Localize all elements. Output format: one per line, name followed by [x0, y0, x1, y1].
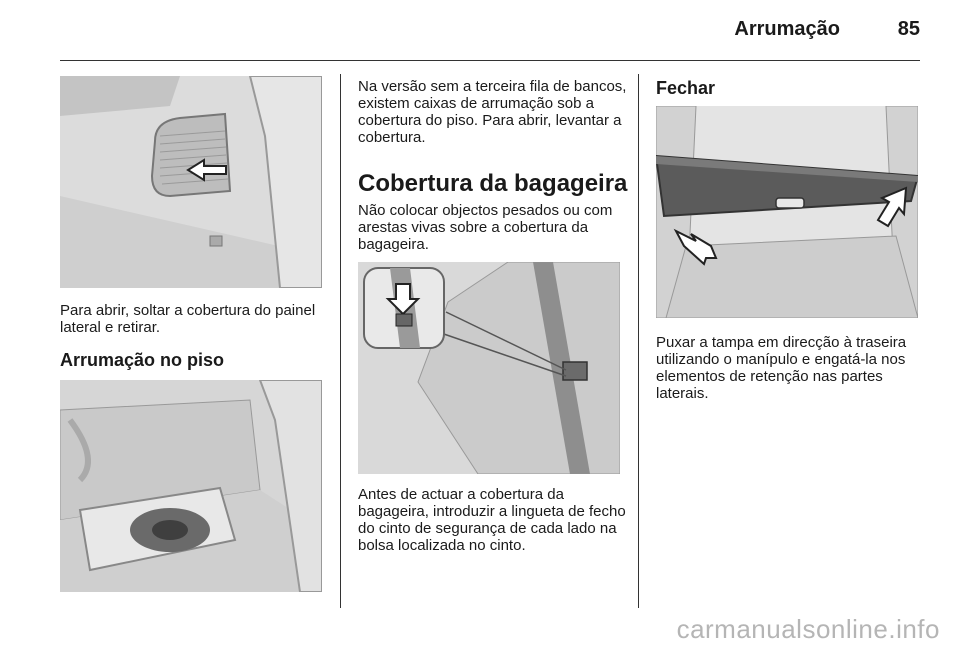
watermark: carmanualsonline.info — [676, 614, 940, 644]
page-number: 85 — [897, 18, 920, 40]
instruction-close-cover: Puxar a tampa em direcção à traseira utilizando o manípulo e engatá-la nos elementos de retenção nas partes laterais. — [656, 334, 907, 402]
intro-floor-boxes: Na versão sem a terceira fila de bancos, existem caixas de arrumação sob a cobertura do piso. Para abrir, levantar a cobertura. — [358, 78, 627, 146]
subheading-close: Fechar — [656, 78, 716, 98]
instruction-seat-belt: Antes de actuar a cobertura da bagageira, introduzir a lingueta de fecho do cinto de segurança de cada lado na bolsa localizada no cinto. — [358, 486, 626, 554]
column-divider-right — [638, 74, 639, 608]
header-rule — [60, 60, 920, 61]
heading-luggage-cover: Cobertura da bagageira — [358, 170, 628, 197]
figure-close-cover — [656, 106, 918, 318]
figure-floor-storage — [60, 380, 322, 592]
figure-side-panel — [60, 76, 322, 288]
column-divider-left — [340, 74, 341, 608]
page-header-title: Arrumação — [734, 18, 840, 40]
caption-side-panel: Para abrir, soltar a cobertura do painel lateral e retirar. — [60, 302, 316, 336]
figure-seat-belt — [358, 262, 620, 474]
warning-luggage-cover: Não colocar objectos pesados ou com arestas vivas sobre a cobertura da bagageira. — [358, 202, 613, 253]
subheading-floor-storage: Arrumação no piso — [60, 350, 225, 370]
